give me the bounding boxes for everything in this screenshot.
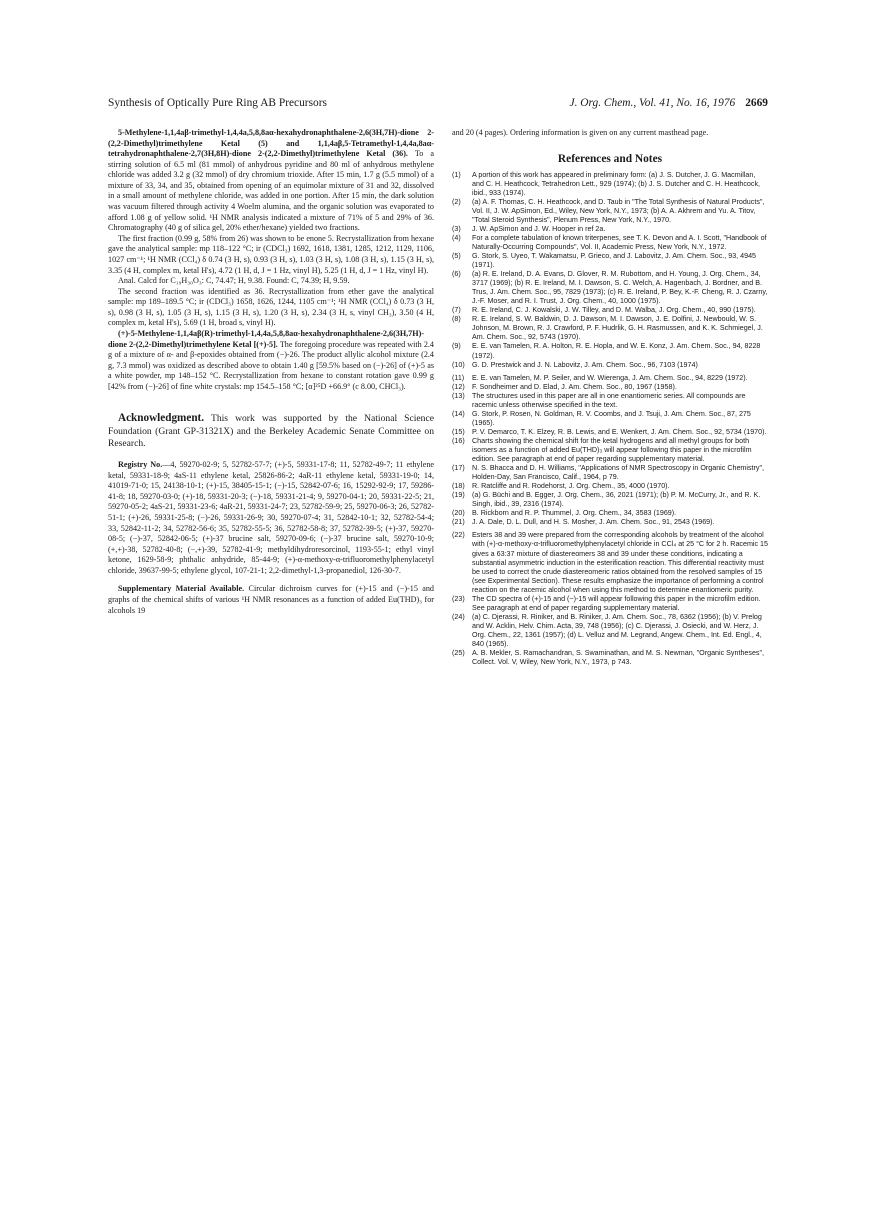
- acknowledgment-heading: Acknowledgment.: [118, 412, 205, 425]
- reference-number: (15): [452, 427, 465, 436]
- reference-item: [452, 315, 768, 342]
- reference-text: J. W. ApSimon and J. W. Hooper in ref 2a.: [472, 224, 606, 233]
- reference-text: J. A. Dale, D. L. Dull, and H. S. Mosher, J. Am. Chem. Soc., 91, 2543 (1969).: [472, 518, 715, 527]
- reference-number: (11): [452, 373, 465, 382]
- reference-number: (12): [452, 382, 465, 391]
- reference-item: [452, 491, 768, 509]
- supplementary-material: [108, 584, 434, 616]
- reference-text: The CD spectra of (+)-15 and (−)-15 will appear following this paper in the microfilm edition. See paragraph at end of paper regarding supplementary material.: [472, 594, 761, 612]
- reference-item: [452, 234, 768, 252]
- reference-item: [452, 410, 768, 428]
- reference-number: (4): [452, 233, 461, 242]
- reference-item: [452, 649, 768, 667]
- reference-text: G. Stork, P. Rosen, N. Goldman, R. V. Coombs, and J. Tsuji, J. Am. Chem. Soc., 87, 275 (1965).: [472, 409, 751, 427]
- experimental-paragraph-5: [108, 329, 434, 392]
- supplementary-continuation: and 20 (4 pages). Ordering information is given on any current masthead page.: [452, 128, 709, 137]
- reference-number: (16): [452, 436, 465, 445]
- reference-number: (22): [452, 531, 465, 540]
- reference-item: [452, 374, 768, 383]
- registry-numbers: [108, 460, 434, 576]
- journal-info: J. Org. Chem., Vol. 41, No. 16, 1976: [569, 97, 736, 109]
- journal-citation: [570, 97, 768, 109]
- reference-number: (13): [452, 391, 465, 400]
- reference-item: [452, 198, 768, 225]
- reference-number: (5): [452, 252, 461, 260]
- reference-text: A. B. Mekler, S. Ramachandran, S. Swaminathan, and M. S. Newman, "Organic Syntheses", Collect. Vol. V, Wiley, New York, N.Y., 1973, p 743.: [472, 649, 765, 667]
- experimental-paragraph-2: The first fraction (0.99 g, 58% from 26) was shown to be enone 5. Recrystallization from hexane gave the analytical sample: mp 118–122 °C; ir (CDCl₃) 1692, 1618, 1381, 1285, 1212, 1129, 1106, 1027 cm⁻¹; ¹H NMR (CCl₄) δ 0.74 (3 H, s), 0.93 (3 H, s), 1.03 (3 H, s), 1.08 (3 H, s), 1.15 (3 H, s), 3.35 (4 H, complex m, ketal H's), 4.72 (1 H, d, J = 1 Hz, vinyl H), 5.25 (1 H, d, J = 1 Hz, vinyl H).: [108, 233, 434, 275]
- reference-item: [452, 464, 768, 482]
- reference-item: [452, 437, 768, 464]
- reference-number: (8): [452, 315, 461, 324]
- reference-item: [452, 361, 768, 370]
- page-number: 2669: [745, 97, 768, 109]
- reference-text: Esters 38 and 39 were prepared from the corresponding alcohols by treatment of the alcohol with (+)-α-methoxy-α-trifluoromethylphenylacetyl chloride in CCl₄ at 25 °C for 2 h. Racemic 15 gives a 63:37 mixture of diastereomers 38 and 39 under these conditions, indicating a substantial asymmetric induction in the esterification reaction. This differential reactivity must be used to correct the crude diastereomeric ratios obtained from the resolved samples of 15 (see Experimental Section). These results emphasize the importance of performing a control reaction on the racemic alcohol when using this method to determine enantiomeric purity.: [472, 531, 768, 594]
- reference-number: (1): [452, 170, 461, 179]
- reference-number: (20): [452, 509, 465, 518]
- running-title: Synthesis of Optically Pure Ring AB Precursors: [108, 97, 327, 109]
- reference-number: (21): [452, 518, 465, 527]
- reference-text: P. V. Demarco, T. K. Elzey, R. B. Lewis, and E. Wenkert, J. Am. Chem. Soc., 92, 5734 (1970).: [472, 427, 767, 436]
- reference-number: (9): [452, 342, 461, 351]
- supplementary-heading: Supplementary Material Available.: [118, 584, 245, 594]
- reference-number: (17): [452, 464, 465, 473]
- reference-item: [452, 392, 768, 410]
- running-header: [108, 97, 768, 113]
- reference-number: (25): [452, 649, 465, 658]
- reference-text: G. Stork, S. Uyeo, T. Wakamatsu, P. Grieco, and J. Labovitz, J. Am. Chem. Soc., 93, 4945 (1971).: [472, 252, 757, 270]
- reference-item: [452, 518, 768, 527]
- reference-item: [452, 342, 768, 360]
- reference-list: [452, 171, 768, 668]
- reference-item: [452, 270, 768, 306]
- right-column: [452, 128, 768, 667]
- reference-text: (a) C. Djerassi, R. Riniker, and B. Riniker, J. Am. Chem. Soc., 78, 6362 (1956); (b) V. Prelog and W. Acklin, Helv. Chim. Acta, 39, 748 (1956); (c) C. Djerassi, J. Osiecki, and W. Herz, J. Org. Chem., 22, 1361 (1957); (d) L. Velluz and M. Legrand, Angew. Chem., Int. Ed. Engl., 4, 840 (1965).: [472, 612, 762, 648]
- reference-number: (3): [452, 224, 461, 233]
- reference-item: [452, 171, 768, 198]
- reference-item: [452, 595, 768, 613]
- experimental-paragraph-1: [108, 128, 434, 234]
- reference-item: [452, 428, 768, 437]
- reference-item: [452, 482, 768, 491]
- reference-text: Charts showing the chemical shift for the ketal hydrogens and all methyl groups for both isomers as a function of added Eu(THD)₃ will appear following this paper in the microfilm edition. See paragraph at end of paper regarding supplementary material.: [472, 436, 752, 464]
- reference-item: [452, 383, 768, 392]
- reference-text: R. E. Ireland, S. W. Baldwin, D. J. Dawson, M. I. Dawson, J. E. Dolfini, J. Newbould, W. S. Johnson, M. Brown, R. J. Crawford, P. F. Hudrlik, G. H. Rasmussen, and K. K. Schmiegel, J. Am. Chem. Soc., 92, 5743 (1970).: [472, 315, 763, 342]
- reference-number: (18): [452, 482, 465, 491]
- reference-text: (a) G. Büchi and B. Egger, J. Org. Chem., 36, 2021 (1971); (b) P. M. McCurry, Jr., and R. K. Singh, ibid., 39, 2316 (1974).: [472, 491, 761, 509]
- analysis-paragraph: Anal. Calcd for C₁₉H₃₀O₃: C, 74.47; H, 9.38. Found: C, 74.39; H, 9.59.: [118, 276, 350, 286]
- reference-text: R. Ratcliffe and R. Rodehorst, J. Org. Chem., 35, 4000 (1970).: [472, 482, 670, 491]
- references-heading: References and Notes: [557, 152, 663, 165]
- compound-heading-5-36: 5-Methylene-1,1,4aβ-trimethyl-1,4,4a,5,8,8aα-hexahydronaphthalene-2,6(3H,7H)-dione 2-(2,2-Dimethyl)trimethylene Ketal (5) and 1,1,4aβ,5-Tetramethyl-1,4,4a,8aα-tetrahydronaphthalene-2,7(3H,8H)-dione 2-(2,2-Dimethyl)trimethylene Ketal (36).: [108, 128, 434, 159]
- paragraph-1-body: To a stirring solution of 6.5 ml (81 mmol) of anhydrous pyridine and 80 ml of anhydrous methylene chloride was added 3.2 g (32 mmol) of dry chromium trioxide. After 15 min, 1.7 g (5.5 mmol) of a mixture of 33, 34, and 35, obtained from opening of an equimolar mixture of 31 and 32, dissolved in a small amount of methylene chloride, was added in one portion. After 15 min, the dark solution was vacuum filtered through activity 4 Woelm alumina, and the organic solution was evaporated to afford 1.08 g of yellow solid. ¹H NMR analysis indicated a mixture of 71% of 5 and 29% of 36. Chromatography (40 g of silica gel, 20% ether/hexane) yielded two fractions.: [108, 149, 434, 233]
- acknowledgment-body: This work was supported by the National Science Foundation (Grant GP-31321X) and the Berkeley Academic Senate Committee on Research.: [108, 413, 434, 449]
- reference-text: F. Sondheimer and D. Elad, J. Am. Chem. Soc., 80, 1967 (1958).: [472, 382, 677, 391]
- reference-number: (6): [452, 270, 461, 279]
- reference-number: (7): [452, 306, 461, 315]
- reference-number: (19): [452, 491, 465, 500]
- registry-body: —4, 59270-02-9; 5, 52782-57-7; (+)-5, 59331-17-8; 11, 52782-49-7; 11 ethylene ketal, 59331-18-9; 4aS-11 ethylene ketal, 25826-86-2; 4aR-11 ethylene ketal, 59331-19-0; 14, 41019-71-0; 15, 24138-10-1; (+)-15, 38405-15-1; (−)-15, 52842-07-6; 16, 15292-92-9; 17, 59286-41-8; 18, 59270-03-0; (+)-18, 59331-20-3; (−)-18, 59331-21-4; 9, 59270-04-1; 20, 59331-22-5; 21, 59270-05-2; 4aS-21, 59331-23-6; 4aR-21, 59331-24-7; 23, 52782-59-9; 25, 59270-06-3; 26, 52782-51-1; (+)-26, 59331-25-8; (−)-26, 59331-26-9; 30, 59270-07-4; 31, 52842-10-1; 32, 52782-54-4; 33, 52842-11-2; 34, 52782-56-6; 35, 52782-55-5; 36, 52782-58-8; 37, 52782-39-5; (+)-37, 59270-08-5; (−)-37, 52842-06-5; (+)-37 brucine salt, 59270-09-6; (−)-37 brucine salt, 59270-10-9; (+,+)-38, 52782-40-8; (−,+)-39, 52782-41-9; methyldihydroresorcinol, 1193-55-1; ethyl vinyl ketone, 1629-58-9; phthalic anhydride, 85-44-9; (+)-α-methoxy-α-trifluoromethylphenylacetyl chloride, 39637-99-5; ethylene glycol, 107-21-1; 2,2-dimethyl-1,3-propanediol, 126-30-7.: [108, 460, 434, 575]
- reference-number: (10): [452, 360, 465, 369]
- reference-number: (2): [452, 197, 461, 206]
- reference-number: (24): [452, 612, 465, 621]
- reference-item: [452, 306, 768, 315]
- reference-item: [452, 225, 768, 234]
- reference-number: (23): [452, 594, 465, 603]
- supplementary-body: Circular dichroism curves for (+)-15 and (−)-15 and graphs of the chemical shifts of various ¹H NMR resonances as a function of added Eu(THD)₃ for alcohols 19: [108, 584, 434, 615]
- acknowledgment: [108, 412, 434, 450]
- reference-text: G. D. Prestwick and J. N. Labovitz, J. Am. Chem. Soc., 96, 7103 (1974): [472, 360, 698, 369]
- compound-heading-plus-5: (+)-5-Methylene-1,1,4aβ(R)-trimethyl-1,4,4a,5,8,8aα-hexahydronaphthalene-2,6(3H,7H)-dione 2-(2,2-Dimethyl)trimethylene Ketal [(+)-5].: [108, 328, 424, 349]
- left-column: [108, 128, 434, 616]
- reference-text: E. E. van Tamelen, R. A. Holton, R. E. Hopla, and W. E. Konz, J. Am. Chem. Soc., 94, 8228 (1972).: [472, 342, 761, 360]
- reference-item: [452, 509, 768, 518]
- experimental-paragraph-4: The second fraction was identified as 36. Recrystallization from ether gave the analytical sample: mp 189–189.5 °C; ir (CDCl₃) 1658, 1626, 1244, 1105 cm⁻¹; ¹H NMR (CCl₄) δ 0.73 (3 H, s), 0.98 (3 H, s), 1.05 (3 H, s), 1.15 (3 H, s), 1.20 (3 H, s), 2.34 (3 H, s, vinyl CH₃), 3.50 (4 H, complex m, ketal H's), 5.69 (1 H, broad s, vinyl H).: [108, 286, 434, 328]
- reference-text: E. E. van Tamelen, M. P. Seiler, and W. Wierenga, J. Am. Chem. Soc., 94, 8229 (1972).: [472, 373, 748, 382]
- reference-item: [452, 252, 768, 270]
- reference-text: The structures used in this paper are all in one enantiomeric series. All compounds are racemic unless otherwise specified in the text.: [472, 391, 746, 409]
- reference-text: N. S. Bhacca and D. H. Williams, "Applications of NMR Spectroscopy in Organic Chemistry", Holden-Day, San Francisco, Calif., 1964, p 79.: [472, 464, 764, 482]
- reference-text: R. E. Ireland, C. J. Kowalski, J. W. Tilley, and D. M. Walba, J. Org. Chem., 40, 990 (1975).: [472, 306, 756, 315]
- reference-number: (14): [452, 409, 465, 418]
- registry-heading: Registry No.: [118, 460, 163, 470]
- reference-item: [452, 613, 768, 649]
- reference-item: [452, 531, 768, 594]
- paragraph-5-body: The foregoing procedure was repeated with 2.4 g of a mixture of α- and β-epoxides obtained from (−)-26. The product allylic alcohol mixture (2.4 g, 7.3 mmol) was oxidized as described above to obtain 1.40 g [59.5% based on (−)-26] of (+)-5 as a white powder, mp 148–152 °C. Recrystallization from hexane to constant rotation gave 0.99 g [42% from (−)-26] of fine white crystals: mp 154.5–158 °C; [α]²⁵D +66.9° (c 8.00, CHCl₃).: [108, 339, 434, 391]
- reference-text: A portion of this work has appeared in preliminary form: (a) J. S. Dutcher, J. G. Macmillan, and C. H. Heathcock, Tetrahedron Lett., 929 (1974); (b) J. S. Dutcher and C. H. Heathcock, ibid., 933 (1974).: [472, 170, 761, 197]
- reference-text: (a) R. E. Ireland, D. A. Evans, D. Glover, R. M. Rubottom, and H. Young, J. Org. Chem., 34, 3717 (1969); (b) R. E. Ireland, M. I. Dawson, S. C. Welch, A. Hagenbach, J. Bordner, and B. Trus, J. Am. Chem. Soc., 95, 7829 (1973); (c) R. E. Ireland, P. Bey, K.-F. Cheng, R. J. Czarny, J.-F. Moser, and R. I. Trust, J. Org. Chem., 40, 1000 (1975).: [472, 270, 768, 306]
- reference-text: B. Rickborn and R. P. Thummel, J. Org. Chem., 34, 3583 (1969).: [472, 509, 677, 518]
- reference-text: For a complete tabulation of known triterpenes, see T. K. Devon and A. I. Scott, "Handbook of Naturally-Occurring Compounds", Vol. II, Academic Press, New York, N.Y., 1972.: [472, 233, 767, 251]
- reference-text: (a) A. F. Thomas, C. H. Heathcock, and D. Taub in "The Total Synthesis of Natural Products", Vol. II, J. W. ApSimon, Ed., Wiley, New York, N.Y., 1973; (b) A. A. Akhrem and Yu. A. Titov, "Total Steroid Synthesis", Plenum Press, New York, N.Y., 1970.: [472, 197, 765, 224]
